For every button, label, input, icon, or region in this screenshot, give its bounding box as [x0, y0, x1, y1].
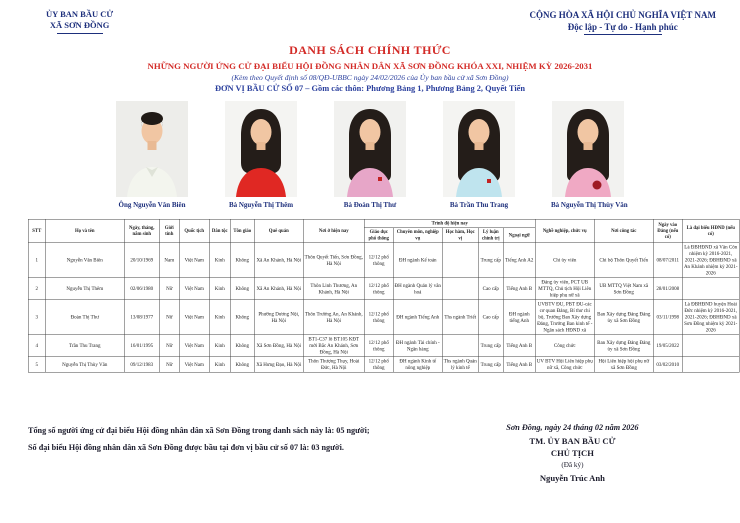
cell-political-theory: Trung cấp — [478, 357, 503, 373]
col-header-political-theory: Lý luận chính trị — [478, 228, 503, 243]
signature-date: Sơn Đồng, ngày 24 tháng 02 năm 2026 — [506, 423, 639, 433]
seats-line: Số đại biểu Hội đồng nhân dân xã Sơn Đồng được bầu tại đơn vị bầu cử số 07 là: 03 người. — [28, 442, 344, 452]
col-group-education: Trình độ hiện nay — [364, 220, 535, 229]
cell-religion: Không — [230, 243, 254, 278]
signer-name: Nguyễn Trúc Anh — [539, 473, 605, 484]
table-row — [28, 357, 739, 373]
cell-nationality: Việt Nam — [179, 300, 209, 335]
decision-note: (Kèm theo Quyết định số 08/QĐ-UBBC ngày 24/02/2026 của Ủy ban bầu cử xã Sơn Đồng) — [231, 73, 509, 83]
col-header-residence: Nơi ở hiện nay — [303, 220, 364, 244]
cell-gender: Nữ — [159, 278, 179, 300]
cell-professional: ĐH ngành Quản lý văn hoá — [393, 278, 442, 300]
cell-nationality: Việt Nam — [179, 357, 209, 373]
document-title: DANH SÁCH CHÍNH THỨC — [289, 43, 451, 58]
cell-foreign-language: Tiếng Anh A2 — [503, 243, 535, 278]
candidate-card-5 — [551, 101, 628, 210]
photo-caption: Ông Nguyễn Văn Biên — [118, 201, 186, 210]
cell-academic-degree — [442, 278, 478, 300]
cell-stt: 1 — [28, 243, 45, 278]
candidate-card-4 — [442, 101, 516, 209]
candidate-portrait-photo — [225, 101, 297, 197]
table-header-row-1 — [28, 220, 739, 229]
col-header-gender: Giới tính — [159, 220, 179, 244]
cell-ethnicity: Kinh — [209, 243, 230, 278]
cell-dob: 09/12/1983 — [124, 357, 159, 373]
col-header-occupation: Nghề nghiệp, chức vụ — [535, 220, 594, 244]
col-header-name: Họ và tên — [45, 220, 124, 244]
cell-academic-degree: Ths ngành Triết — [442, 300, 478, 335]
signature-role: CHỦ TỊCH — [550, 448, 594, 459]
cell-general-education: 12/12 phổ thông — [364, 335, 393, 357]
cell-political-theory: Cao cấp — [478, 278, 503, 300]
cell-foreign-language: Tiếng Anh B — [503, 278, 535, 300]
col-header-general-education: Giáo dục phổ thông — [364, 228, 393, 243]
cell-occupation: UVBTV ĐU, PBT ĐU-các cơ quan Đảng, Bí thư chi bộ, Trưởng Ban Xây dựng Đảng, Trưởng Ban kinh tế - Ngân sách HĐND xã — [537, 301, 593, 334]
cell-residence: Thôn Trường An, An Khánh, Hà Nội — [303, 300, 364, 335]
cell-residence: Thôn Quyết Tiến, Sơn Đồng, Hà Nội — [303, 243, 364, 278]
cell-dob: 02/06/1980 — [124, 278, 159, 300]
cell-general-education: 12/12 phổ thông — [364, 300, 393, 335]
cell-name: Nguyễn Thị Thùy Vân — [45, 357, 124, 373]
total-candidates-line: Tổng số người ứng cử đại biểu Hội đồng nhân dân xã Sơn Đồng trong danh sách này là: 05 người; — [28, 426, 370, 436]
cell-professional: ĐH ngành Kinh tế nông nghiệp — [393, 357, 442, 373]
col-header-workplace: Nơi công tác — [594, 220, 653, 244]
cell-stt: 5 — [28, 357, 45, 373]
cell-workplace: Chi bộ Thôn Quyết Tiến — [594, 243, 653, 278]
cell-party-date: 08/07/2011 — [653, 243, 682, 278]
totals-block — [28, 423, 433, 456]
cell-nationality: Việt Nam — [179, 335, 209, 357]
title-block — [0, 43, 740, 93]
cell-workplace: UB MTTQ Việt Nam xã Sơn Đồng — [594, 278, 653, 300]
table-row — [28, 278, 739, 300]
cell-nationality: Việt Nam — [179, 243, 209, 278]
cell-workplace: Ban Xây dựng Đảng Đảng ủy xã Sơn Đồng — [594, 335, 653, 357]
cell-council-member — [682, 357, 739, 373]
candidates-table-wrapper — [28, 219, 738, 415]
cell-occupation: Chi ủy viên — [535, 243, 594, 278]
col-header-professional: Chuyên môn, nghiệp vụ — [393, 228, 442, 243]
candidate-card-3 — [333, 101, 407, 209]
cell-hometown: Xã An Khánh, Hà Nội — [254, 243, 303, 278]
col-header-foreign-language: Ngoại ngữ — [503, 228, 535, 243]
republic-motto-line1: CỘNG HÒA XÃ HỘI CHỦ NGHĨA VIỆT NAM — [529, 10, 716, 20]
cell-council-member — [682, 278, 739, 300]
header-rule — [57, 33, 103, 34]
cell-workplace: Hội Liên hiệp hội phụ nữ xã Sơn Đồng — [594, 357, 653, 373]
cell-name: Trần Thu Trang — [45, 335, 124, 357]
election-unit-line: ĐƠN VỊ BẦU CỬ SỐ 07 – Gồm các thôn: Phương Bảng 1, Phương Bảng 2, Quyết Tiến — [214, 84, 526, 94]
candidate-card-2 — [224, 101, 298, 209]
col-header-academic-degree: Học hàm, Học vị — [442, 228, 478, 243]
cell-religion: Không — [230, 300, 254, 335]
republic-motto-line2: Độc lập - Tự do - Hạnh phúc — [567, 22, 678, 33]
cell-general-education: 12/12 phổ thông — [364, 278, 393, 300]
cell-dob: 20/10/1969 — [124, 243, 159, 278]
cell-religion: Không — [230, 278, 254, 300]
cell-name: Nguyễn Văn Biên — [45, 243, 124, 278]
cell-foreign-language: ĐH ngành tiếng Anh — [503, 300, 535, 335]
cell-hometown: Phường Dương Nội, Hà Nội — [254, 300, 303, 335]
cell-academic-degree — [442, 243, 478, 278]
col-header-religion: Tôn giáo — [230, 220, 254, 244]
cell-name: Đoàn Thị Thư — [45, 300, 124, 335]
cell-professional: ĐH ngành Kế toán — [393, 243, 442, 278]
commune-name: XÃ SƠN ĐỒNG — [49, 20, 110, 31]
cell-council-member — [682, 335, 739, 357]
cell-stt: 2 — [28, 278, 45, 300]
cell-party-date: 03/11/1998 — [653, 300, 682, 335]
cell-ethnicity: Kinh — [209, 278, 230, 300]
cell-general-education: 12/12 phổ thông — [364, 243, 393, 278]
candidates-table — [28, 219, 740, 373]
cell-gender: Nam — [159, 243, 179, 278]
col-header-council-member: Là đại biểu HĐND (nếu có) — [682, 220, 739, 244]
cell-professional: ĐH ngành Tài chính - Ngân hàng — [393, 335, 442, 357]
cell-dob: 16/01/1995 — [124, 335, 159, 357]
candidate-portrait-photo — [116, 101, 188, 197]
cell-academic-degree: Ths ngành Quản lý kinh tế — [443, 358, 477, 371]
col-header-hometown: Quê quán — [254, 220, 303, 244]
cell-ethnicity: Kinh — [209, 335, 230, 357]
table-row — [28, 300, 739, 335]
cell-political-theory: Trung cấp — [478, 335, 503, 357]
col-header-nationality: Quốc tịch — [179, 220, 209, 244]
cell-ethnicity: Kinh — [209, 357, 230, 373]
cell-hometown: Xã Sơn Đồng, Hà Nội — [254, 335, 303, 357]
cell-occupation: UV BTV Hội Liên hiệp phụ nữ xã, Công chức — [536, 358, 593, 371]
cell-academic-degree — [442, 335, 478, 357]
candidate-portrait-photo — [334, 101, 406, 197]
table-row — [28, 243, 739, 278]
signed-note: (Đã ký) — [561, 461, 584, 470]
cell-general-education: 12/12 phổ thông — [364, 357, 393, 373]
cell-religion: Không — [230, 335, 254, 357]
cell-foreign-language: Tiếng Anh B — [503, 357, 535, 373]
cell-occupation: Công chức — [535, 335, 594, 357]
candidate-portrait-photo — [552, 101, 624, 197]
document-header — [0, 0, 740, 35]
cell-political-theory: Trung cấp — [478, 243, 503, 278]
cell-gender: Nữ — [159, 300, 179, 335]
col-header-dob: Ngày, tháng, năm sinh — [124, 220, 159, 244]
republic-block — [530, 9, 716, 35]
cell-occupation: Đảng ủy viên, PCT UB MTTQ, Chủ tịch Hội Liên hiệp phụ nữ xã — [535, 278, 594, 300]
signature-block — [433, 423, 712, 483]
cell-religion: Không — [230, 357, 254, 373]
cell-party-date: 28/01/2008 — [653, 278, 682, 300]
col-header-party-date: Ngày vào Đảng (nếu có) — [653, 220, 682, 244]
cell-residence: Thôn Thượng Thụy, Hoài Đức, Hà Nội — [303, 357, 364, 373]
committee-block — [46, 9, 113, 35]
cell-gender: Nữ — [159, 357, 179, 373]
signature-org: TM. ỦY BAN BẦU CỬ — [529, 436, 616, 447]
cell-gender: Nữ — [159, 335, 179, 357]
cell-name: Nguyễn Thị Thêm — [45, 278, 124, 300]
cell-workplace: Ban Xây dựng Đảng Đảng ủy xã Sơn Đồng — [594, 300, 653, 335]
cell-council-member: Là ĐBHĐND huyện Hoài Đức nhiệm kỳ 2016-2021, 2021-2026; ĐBHĐND xã Sơn Đồng nhiệm kỳ 2021-2026 — [684, 301, 738, 334]
document-footer — [28, 423, 712, 483]
photo-caption: Bà Nguyễn Thị Thêm — [228, 201, 294, 210]
cell-hometown: Xã Hưng Đạo, Hà Nội — [254, 357, 303, 373]
cell-residence: BT1-C37 lô BT105 KĐT mới Bắc An Khánh, Sơn Đồng, Hà Nội — [303, 335, 364, 357]
table-row — [28, 335, 739, 357]
candidate-photos-row — [0, 101, 740, 209]
cell-foreign-language: Tiếng Anh B — [503, 335, 535, 357]
photo-caption: Bà Nguyễn Thị Thùy Vân — [551, 201, 628, 210]
candidate-card-1 — [115, 101, 189, 209]
cell-stt: 4 — [28, 335, 45, 357]
col-header-ethnicity: Dân tộc — [209, 220, 230, 244]
col-header-stt: STT — [28, 220, 45, 244]
committee-name: ỦY BAN BẦU CỬ — [46, 9, 114, 19]
photo-caption: Bà Trần Thu Trang — [449, 201, 509, 210]
cell-dob: 13/08/1977 — [124, 300, 159, 335]
cell-party-date: 19/05/2022 — [653, 335, 682, 357]
cell-ethnicity: Kinh — [209, 300, 230, 335]
flower-decoration — [593, 181, 602, 190]
cell-residence: Thôn Linh Thương, An Khánh, Hà Nội — [303, 278, 364, 300]
photo-caption: Bà Đoàn Thị Thư — [343, 201, 397, 210]
candidate-portrait-photo — [443, 101, 515, 197]
cell-party-date: 03/02/2010 — [653, 357, 682, 373]
cell-council-member: Là ĐBHĐND xã Vân Côn nhiệm kỳ 2016-2021, 2021-2026; ĐBHĐND xã An Khánh nhiệm kỳ 2021-2026 — [683, 244, 738, 277]
cell-professional: ĐH ngành Tiếng Anh — [393, 300, 442, 335]
cell-political-theory: Cao cấp — [478, 300, 503, 335]
cell-stt: 3 — [28, 300, 45, 335]
cell-nationality: Việt Nam — [179, 278, 209, 300]
cell-hometown: Xã An Khánh, Hà Nội — [254, 278, 303, 300]
header-rule — [584, 34, 662, 35]
document-subtitle: NHỮNG NGƯỜI ỨNG CỬ ĐẠI BIỂU HỘI ĐỒNG NHÂN DÂN XÃ SƠN ĐỒNG KHÓA XXI, NHIỆM KỲ 2026-2031 — [147, 61, 593, 72]
